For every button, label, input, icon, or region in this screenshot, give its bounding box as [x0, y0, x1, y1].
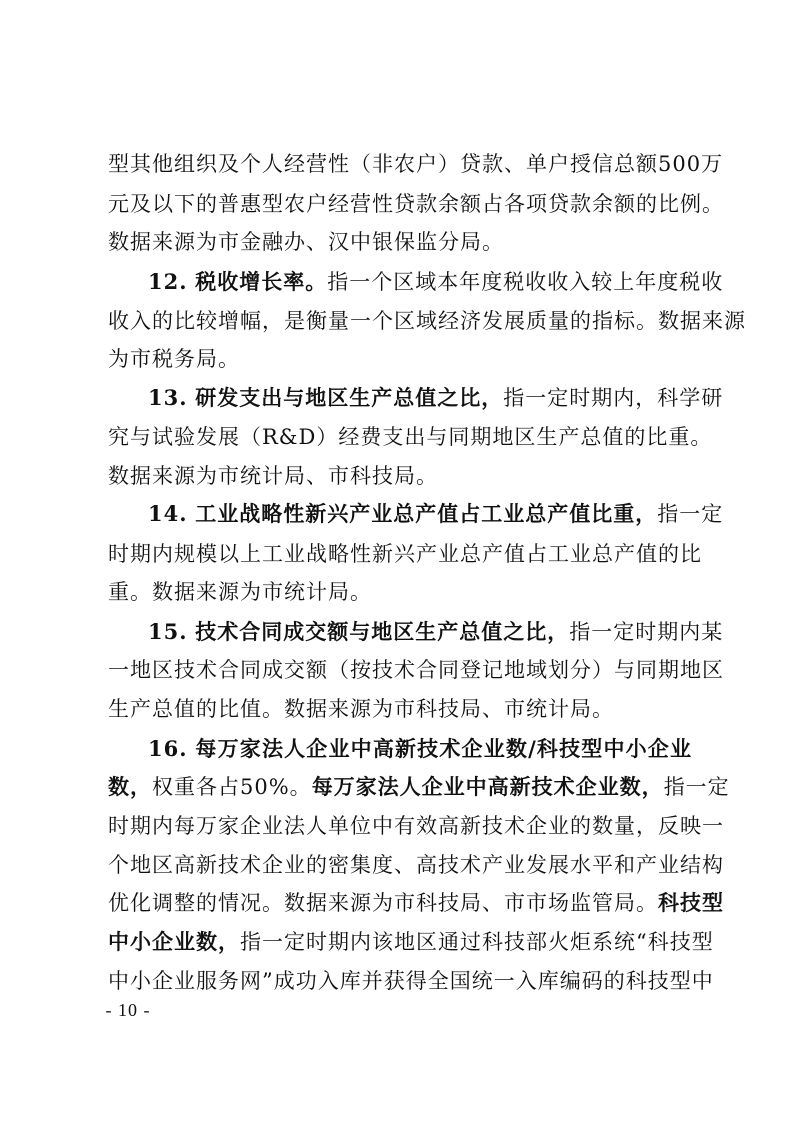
paragraph-11-line-3: 数据来源为市金融办、汉中银保监分局。: [108, 230, 504, 254]
paragraph-12-line-2: 收入的比较增幅，是衡量一个区域经济发展质量的指标。数据来源: [108, 309, 746, 333]
item-text: 指一定: [657, 502, 724, 526]
paragraph-13-line-3: 数据来源为市统计局、市科技局。: [108, 464, 438, 488]
paragraph-15-line-3: 生产总值的比值。数据来源为市科技局、市统计局。: [108, 697, 614, 721]
paragraph-14-line-1: [148, 500, 724, 528]
item-text: 指一定时期内某: [569, 620, 724, 644]
item-title: 研发支出与地区生产总值之比，: [195, 385, 504, 410]
paragraph-12-line-1: [148, 268, 724, 296]
paragraph-16-line-1: [148, 735, 692, 763]
sub-item-title: 每万家法人企业中高新技术企业数，: [311, 774, 664, 799]
item-number: 16.: [148, 736, 188, 761]
paragraph-16-line-5: [108, 889, 724, 917]
paragraph-15-line-2: 一地区技术合同成交额（按技术合同登记地域划分）与同期地区: [108, 658, 724, 682]
paragraph-16-line-3: 时期内每万家企业法人单位中有效高新技术企业的数量，反映一: [108, 814, 724, 838]
item-text: 权重各占50%。: [152, 775, 312, 799]
paragraph-14-line-3: 重。数据来源为市统计局。: [108, 580, 372, 604]
item-text: 指一定时期内该地区通过科技部火炬系统“科技型: [240, 930, 714, 954]
item-title: 税收增长率。: [195, 269, 328, 294]
item-text: 指一定: [663, 775, 730, 799]
paragraph-12-line-3: 为市税务局。: [108, 347, 240, 371]
item-number: 14.: [148, 501, 188, 526]
paragraph-13-line-2: 究与试验发展（R&D）经费支出与同期地区生产总值的比重。: [108, 425, 713, 449]
item-number: 15.: [148, 619, 188, 644]
paragraph-16-line-6: [108, 928, 714, 956]
page-number: - 10 -: [105, 1000, 151, 1020]
item-title: 工业战略性新兴产业总产值占工业总产值比重，: [195, 501, 658, 526]
item-text: 优化调整的情况。数据来源为市科技局、市市场监管局。: [108, 891, 658, 915]
paragraph-16-line-7: 中小企业服务网”成功入库并获得全国统一入库编码的科技型中: [108, 969, 714, 993]
item-text: 指一个区域本年度税收收入较上年度税收: [327, 270, 724, 294]
sub-item-title: 中小企业数，: [108, 929, 240, 954]
paragraph-11-line-2: 元及以下的普惠型农户经营性贷款余额占各项贷款余额的比例。: [108, 192, 724, 216]
item-title-cont: 数，: [108, 774, 152, 799]
paragraph-13-line-1: [148, 384, 724, 412]
item-number: 12.: [148, 269, 188, 294]
item-title: 每万家法人企业中高新技术企业数/科技型中小企业: [195, 736, 692, 761]
paragraph-14-line-2: 时期内规模以上工业战略性新兴产业总产值占工业总产值的比: [108, 542, 702, 566]
paragraph-16-line-2: [108, 773, 730, 801]
item-title: 技术合同成交额与地区生产总值之比，: [195, 619, 570, 644]
paragraph-15-line-1: [148, 618, 724, 646]
item-number: 13.: [148, 385, 188, 410]
paragraph-11-line-1: 型其他组织及个人经营性（非农户）贷款、单户授信总额500万: [108, 152, 724, 176]
paragraph-16-line-4: 个地区高新技术企业的密集度、高技术产业发展水平和产业结构: [108, 853, 724, 877]
item-text: 指一定时期内，科学研: [503, 386, 724, 410]
sub-item-title: 科技型: [658, 890, 724, 915]
